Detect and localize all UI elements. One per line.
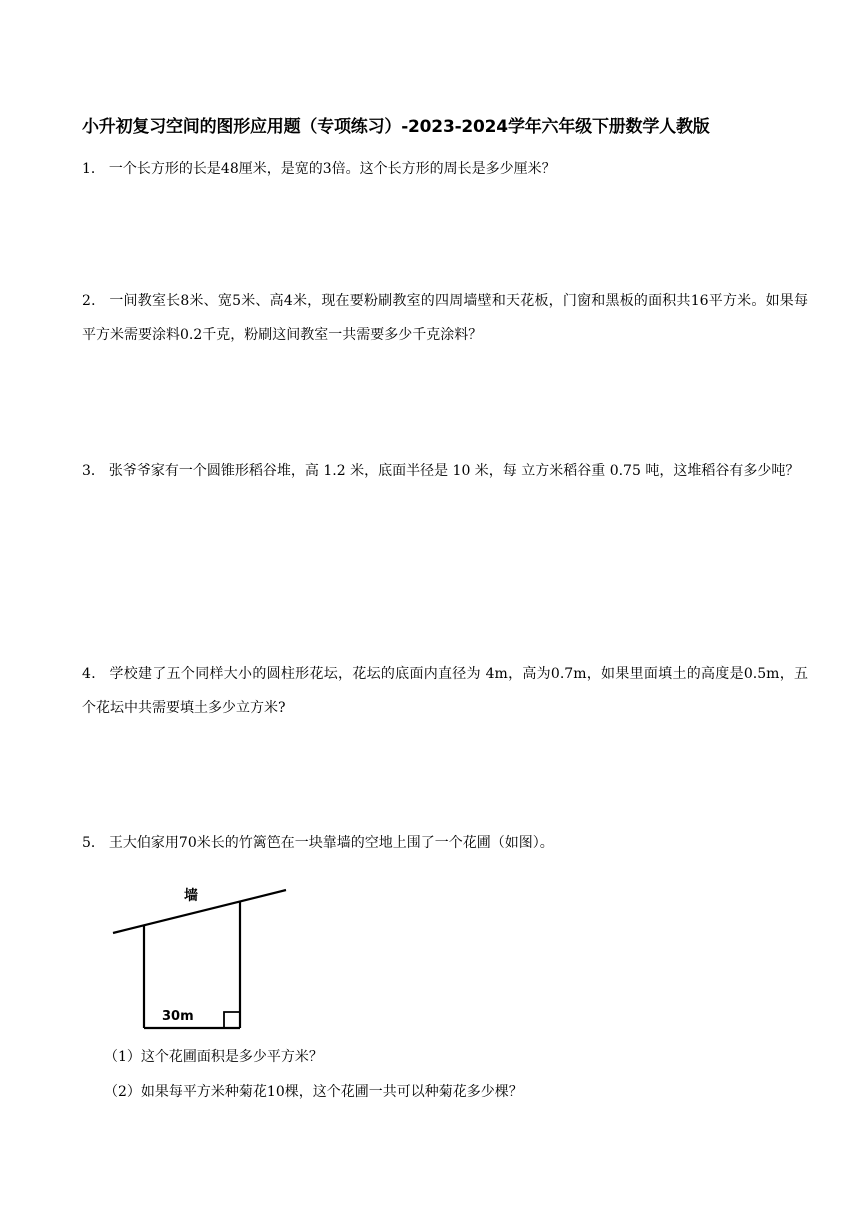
right-angle-mark bbox=[224, 1012, 240, 1028]
question-3 bbox=[82, 454, 808, 488]
question-2 bbox=[82, 284, 808, 352]
question-text: 一个长方形的长是48厘米，是宽的3倍。这个长方形的周长是多少厘米？ bbox=[108, 161, 556, 177]
question-text: 一间教室长8米、宽5米、高4米，现在要粉刷教室的四周墙壁和天花板，门窗和黑板的面积共16平方米。如果每平方米需要涂料0.2千克，粉刷这间教室一共需要多少千克涂料？ bbox=[82, 293, 808, 343]
question-text: 王大伯家用70米长的竹篱笆在一块靠墙的空地上围了一个花圃（如图）。 bbox=[108, 835, 554, 851]
garden-diagram bbox=[108, 876, 298, 1036]
question-1 bbox=[82, 152, 808, 186]
garden-figure bbox=[108, 876, 298, 1036]
question-5 bbox=[82, 826, 808, 860]
question-4 bbox=[82, 657, 808, 725]
side-length-label: 30m bbox=[162, 1009, 194, 1024]
wall-line bbox=[113, 890, 286, 933]
question-number: 3． bbox=[82, 463, 105, 479]
question-number: 1． bbox=[82, 161, 105, 177]
wall-label: 墙 bbox=[184, 888, 198, 904]
subquestion-1: （1）这个花圃面积是多少平方米？ bbox=[104, 1049, 323, 1065]
subquestion-2: （2）如果每平方米种菊花10棵，这个花圃一共可以种菊花多少棵？ bbox=[104, 1084, 523, 1100]
page-title: 小升初复习空间的图形应用题（专项练习）-2023-2024学年六年级下册数学人教版 bbox=[82, 117, 710, 137]
question-number: 4． bbox=[82, 666, 106, 682]
question-text: 张爷爷家有一个圆锥形稻谷堆，高 1.2 米，底面半径是 10 米，每 立方米稻谷重 0.75 吨，这堆稻谷有多少吨？ bbox=[108, 463, 800, 479]
question-text: 学校建了五个同样大小的圆柱形花坛，花坛的底面内直径为 4m，高为0.7m，如果里面填土的高度是0.5m，五个花坛中共需要填土多少立方米? bbox=[82, 666, 808, 716]
question-number: 5． bbox=[82, 835, 105, 851]
question-number: 2． bbox=[82, 293, 106, 309]
